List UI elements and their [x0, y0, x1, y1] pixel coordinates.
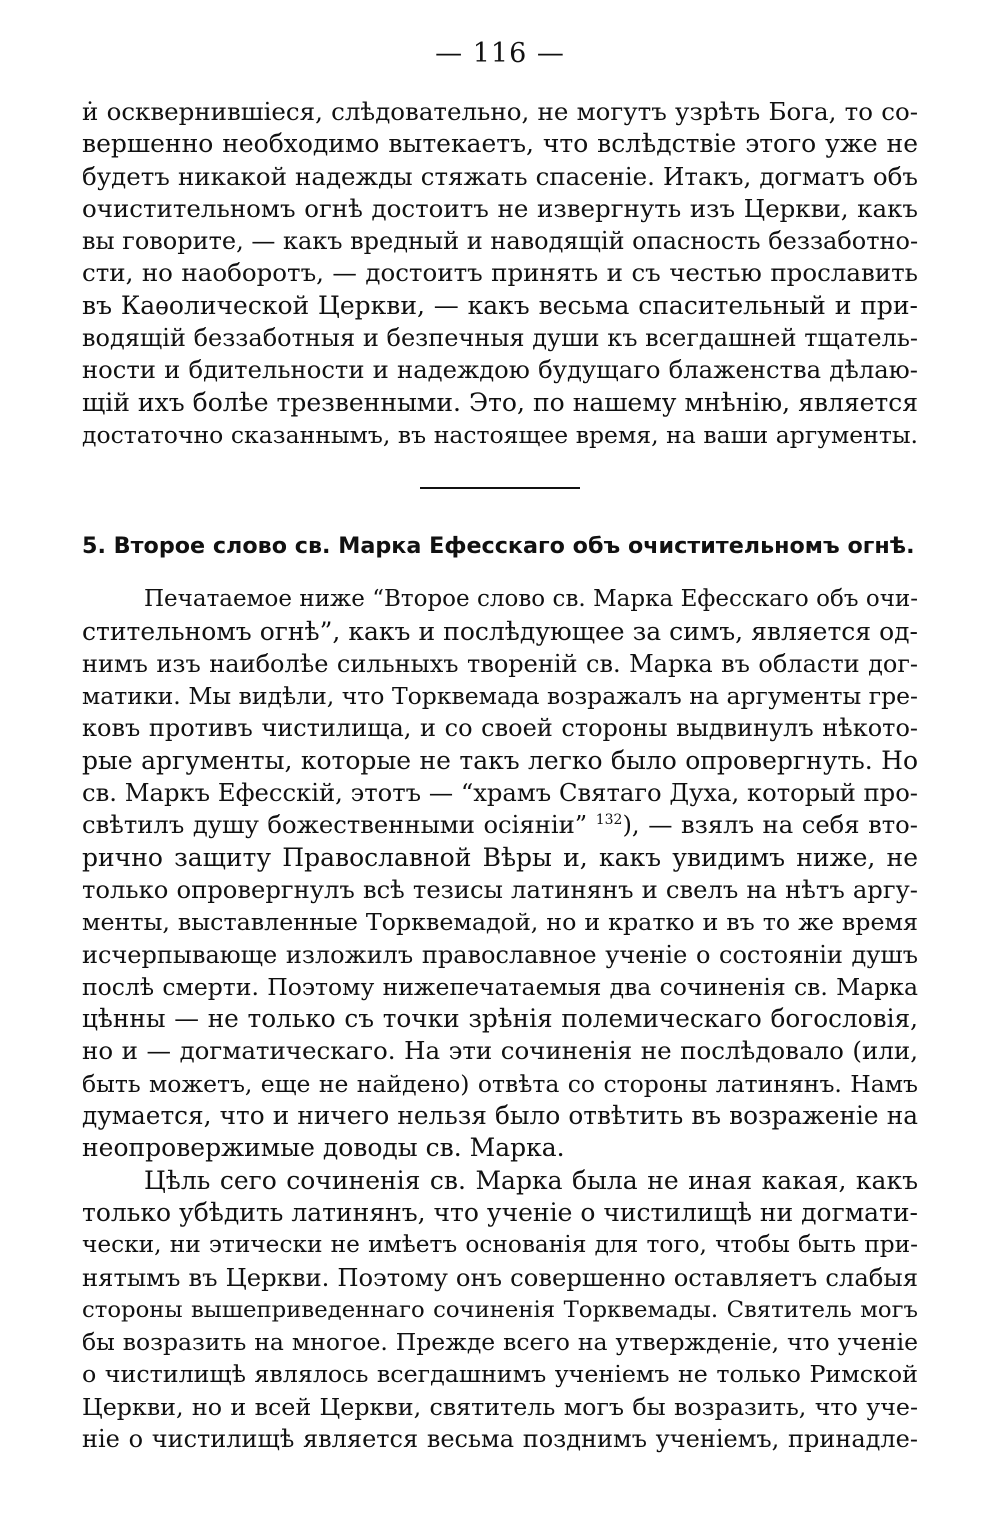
text-line: думается, что и ничего нельзя было отвѣтить въ возраженіе на: [82, 1101, 918, 1131]
text-line: св. Маркъ Ефесскій, этотъ — “храмъ Святаго Духа, который про-: [82, 778, 918, 808]
text-line: только опровергнулъ всѣ тезисы латинянъ и свелъ на нѣтъ аргу-: [82, 874, 918, 904]
paragraph-two: [82, 1165, 918, 1456]
top-paragraph: [82, 96, 918, 451]
text-line: неопровержимые доводы св. Марка.: [82, 1133, 565, 1163]
text-line-with-footnote: [82, 809, 918, 841]
text-line: нимъ изъ наиболѣе сильныхъ твореній св. Марка въ области дог-: [82, 649, 918, 678]
section-heading: 5. Второе слово св. Марка Ефесскаго объ очистительномъ огнѣ.: [82, 533, 915, 560]
paragraph-one: [82, 583, 918, 1164]
text-segment: свѣтилъ душу божественными осіяніи”: [82, 810, 588, 840]
text-line: цѣнны — не только съ точки зрѣнія полемическаго богословія,: [82, 1004, 918, 1034]
text-segment: ), — взялъ на себя вто-: [622, 810, 918, 840]
text-line: достаточно сказаннымъ, въ настоящее время, на ваши аргументы.: [82, 420, 918, 449]
text-line: только убѣдить латинянъ, что ученіе о чистилищѣ ни догмати-: [82, 1197, 918, 1227]
text-line: о чистилищѣ являлось всегдашнимъ ученіемъ не только Римской: [82, 1360, 918, 1389]
text-line: очистительномъ огнѣ достоитъ не извергнуть изъ Церкви, какъ: [82, 193, 918, 223]
text-line: но и — догматическаго. На эти сочиненія не послѣдовало (или,: [82, 1036, 918, 1066]
text-line: нятымъ въ Церкви. Поэтому онъ совершенно оставляетъ слабыя: [82, 1262, 918, 1292]
section-divider: [420, 487, 580, 489]
footnote-marker: 132: [595, 812, 623, 829]
text-line: сти, но наоборотъ, — достоитъ принять и съ честью прославить: [82, 258, 918, 288]
text-line: Церкви, но и всей Церкви, святитель могъ бы возразить, что уче-: [82, 1392, 918, 1421]
text-line: вы говорите, — какъ вредный и наводящій опасность беззаботно-: [82, 227, 918, 256]
text-line: послѣ смерти. Поэтому нижепечатаемыя два сочиненія св. Марка: [82, 972, 918, 1001]
text-line: быть можетъ, еще не найдено) отвѣта со стороны латинянъ. Намъ: [82, 1069, 918, 1098]
text-line: въ Каѳолической Церкви, — какъ весьма спасительный и при-: [82, 290, 918, 320]
text-line: рые аргументы, которые не такъ легко было опровергнуть. Но: [82, 745, 918, 775]
text-line: водящій беззаботныя и безпечныя души къ всегдашней тщатель-: [82, 324, 918, 353]
text-line: менты, выставленные Торквемадой, но и кратко и въ то же время: [82, 908, 918, 937]
text-line: щій ихъ болѣе трезвенными. Это, по нашему мнѣнію, является: [82, 387, 918, 417]
text-line: ности и бдительности и надеждою будущаго блаженства дѣлаю-: [82, 355, 918, 385]
text-line: Цѣль сего сочиненія св. Марка была не иная какая, какъ: [144, 1165, 918, 1195]
page-number: — 116 —: [435, 38, 565, 69]
text-line: и̇ осквернившіеся, слѣдовательно, не могутъ узрѣть Бога, то со-: [82, 97, 918, 126]
text-line: чески, ни этически не имѣетъ основанія для того, чтобы быть при-: [82, 1231, 918, 1259]
text-line: стороны вышеприведеннаго сочиненія Торквемады. Святитель могъ: [82, 1296, 918, 1323]
text-line: стительномъ огнѣ”, какъ и послѣдующее за симъ, является од-: [82, 616, 918, 646]
text-line: ковъ противъ чистилища, и со своей стороны выдвинулъ нѣкото-: [82, 714, 918, 743]
text-line: рично защиту Православной Вѣры и, какъ увидимъ ниже, не: [82, 842, 918, 872]
text-line: матики. Мы видѣли, что Торквемада возражалъ на аргументы гре-: [82, 682, 918, 711]
text-line: ніе о чистилищѣ является весьма позднимъ ученіемъ, принадле-: [82, 1424, 918, 1453]
book-page: [82, 34, 918, 1455]
text-line: Печатаемое ниже “Второе слово св. Марка Ефесскаго объ очи-: [144, 586, 918, 613]
text-line: бы возразить на многое. Прежде всего на утвержденіе, что ученіе: [82, 1328, 918, 1357]
text-line: вершенно необходимо вытекаетъ, что вслѣдствіе этого уже не: [82, 129, 918, 159]
text-line: будетъ никакой надежды стяжать спасеніе. Итакъ, догматъ объ: [82, 161, 918, 191]
text-line: исчерпывающе изложилъ православное ученіе о состояніи душъ: [82, 940, 918, 969]
